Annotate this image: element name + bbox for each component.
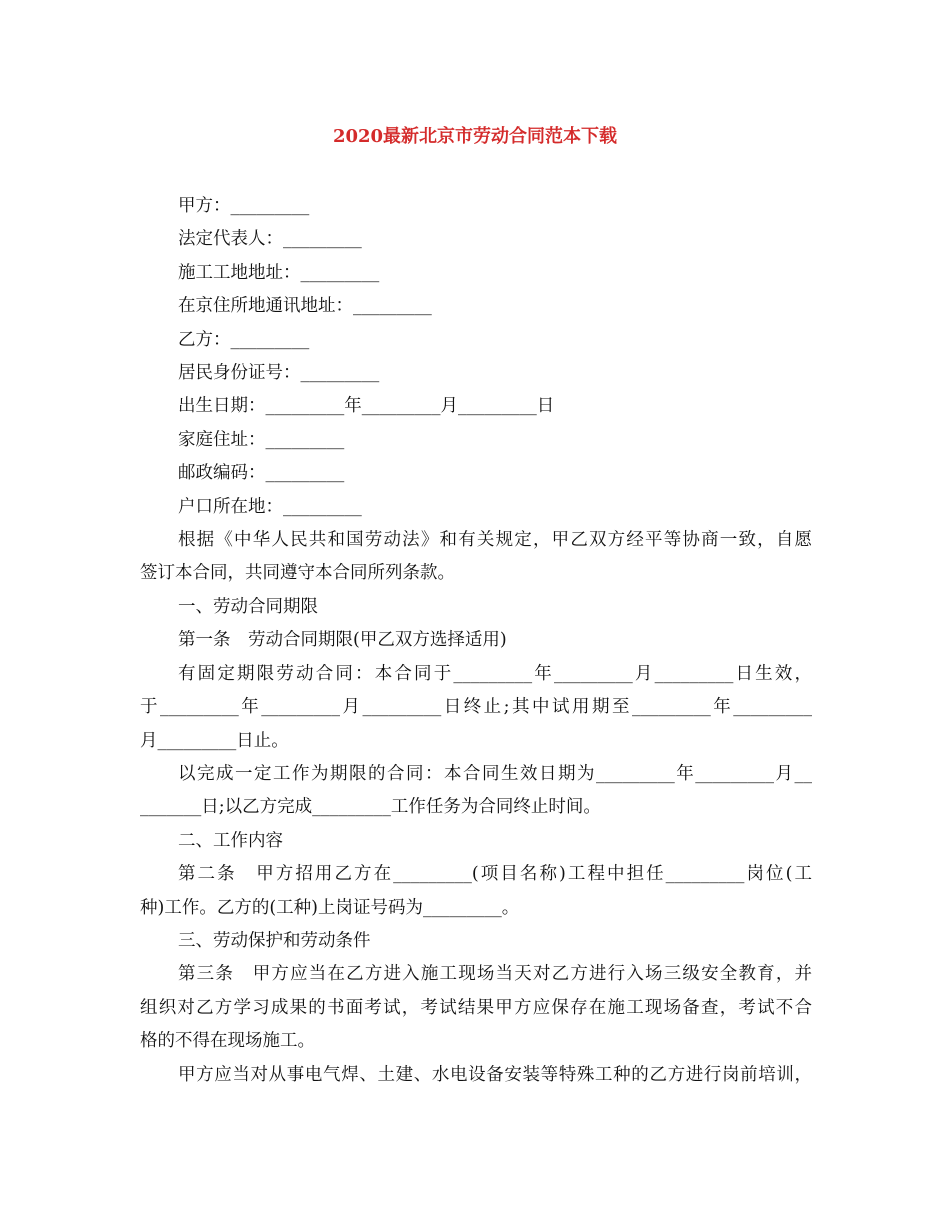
- id-number-line: 居民身份证号：_________: [178, 363, 380, 384]
- paragraph-line: 第三条 甲方应当在乙方进入施工现场当天对乙方进行入场三级安全教育，并: [178, 964, 812, 985]
- paragraph-line: 于_________年_________月_________日终止;其中试用期至_________年_________: [140, 697, 812, 718]
- section-heading: 二、工作内容: [178, 830, 283, 851]
- paragraph-line: 甲方应当对从事电气焊、土建、水电设备安装等特殊工种的乙方进行岗前培训，: [178, 1064, 812, 1085]
- home-address-line: 家庭住址：_________: [178, 429, 345, 450]
- beijing-address-line: 在京住所地通讯地址：_________: [178, 296, 432, 317]
- paragraph-line: 签订本合同，共同遵守本合同所列条款。: [140, 563, 455, 584]
- paragraph-line: 组织对乙方学习成果的书面考试，考试结果甲方应保存在施工现场备查，考试不合: [140, 997, 812, 1018]
- paragraph-line: 格的不得在现场施工。: [140, 1031, 315, 1052]
- section-heading: 一、劳动合同期限: [178, 596, 318, 617]
- postal-code-line: 邮政编码：_________: [178, 463, 345, 484]
- paragraph-line: _______日;以乙方完成_________工作任务为合同终止时间。: [140, 797, 601, 818]
- article-heading: 第一条 劳动合同期限(甲乙双方选择适用): [178, 630, 507, 651]
- hukou-location-line: 户口所在地：_________: [178, 496, 362, 517]
- site-address-line: 施工工地地址：_________: [178, 262, 380, 283]
- paragraph-line: 有固定期限劳动合同：本合同于_________年_________月_________日生效，: [178, 663, 812, 684]
- birth-date-line: 出生日期：_________年_________月_________日: [178, 396, 555, 417]
- paragraph-line: 月_________日止。: [140, 730, 289, 751]
- party-b-line: 乙方：_________: [178, 329, 310, 350]
- paragraph-line: 第二条 甲方招用乙方在_________(项目名称)工程中担任_________岗位(工: [178, 864, 812, 885]
- party-a-line: 甲方：_________: [178, 196, 310, 216]
- legal-representative-line: 法定代表人：_________: [178, 229, 362, 250]
- paragraph-line: 根据《中华人民共和国劳动法》和有关规定，甲乙双方经平等协商一致，自愿: [178, 530, 812, 551]
- document-body: [140, 190, 812, 1092]
- paragraph-line: 种)工作。乙方的(工种)上岗证号码为_________。: [140, 897, 520, 918]
- section-heading: 三、劳动保护和劳动条件: [178, 930, 371, 951]
- document-title: 2020最新北京市劳动合同范本下载: [332, 126, 618, 147]
- paragraph-line: 以完成一定工作为期限的合同：本合同生效日期为_________年_________月__: [178, 763, 812, 784]
